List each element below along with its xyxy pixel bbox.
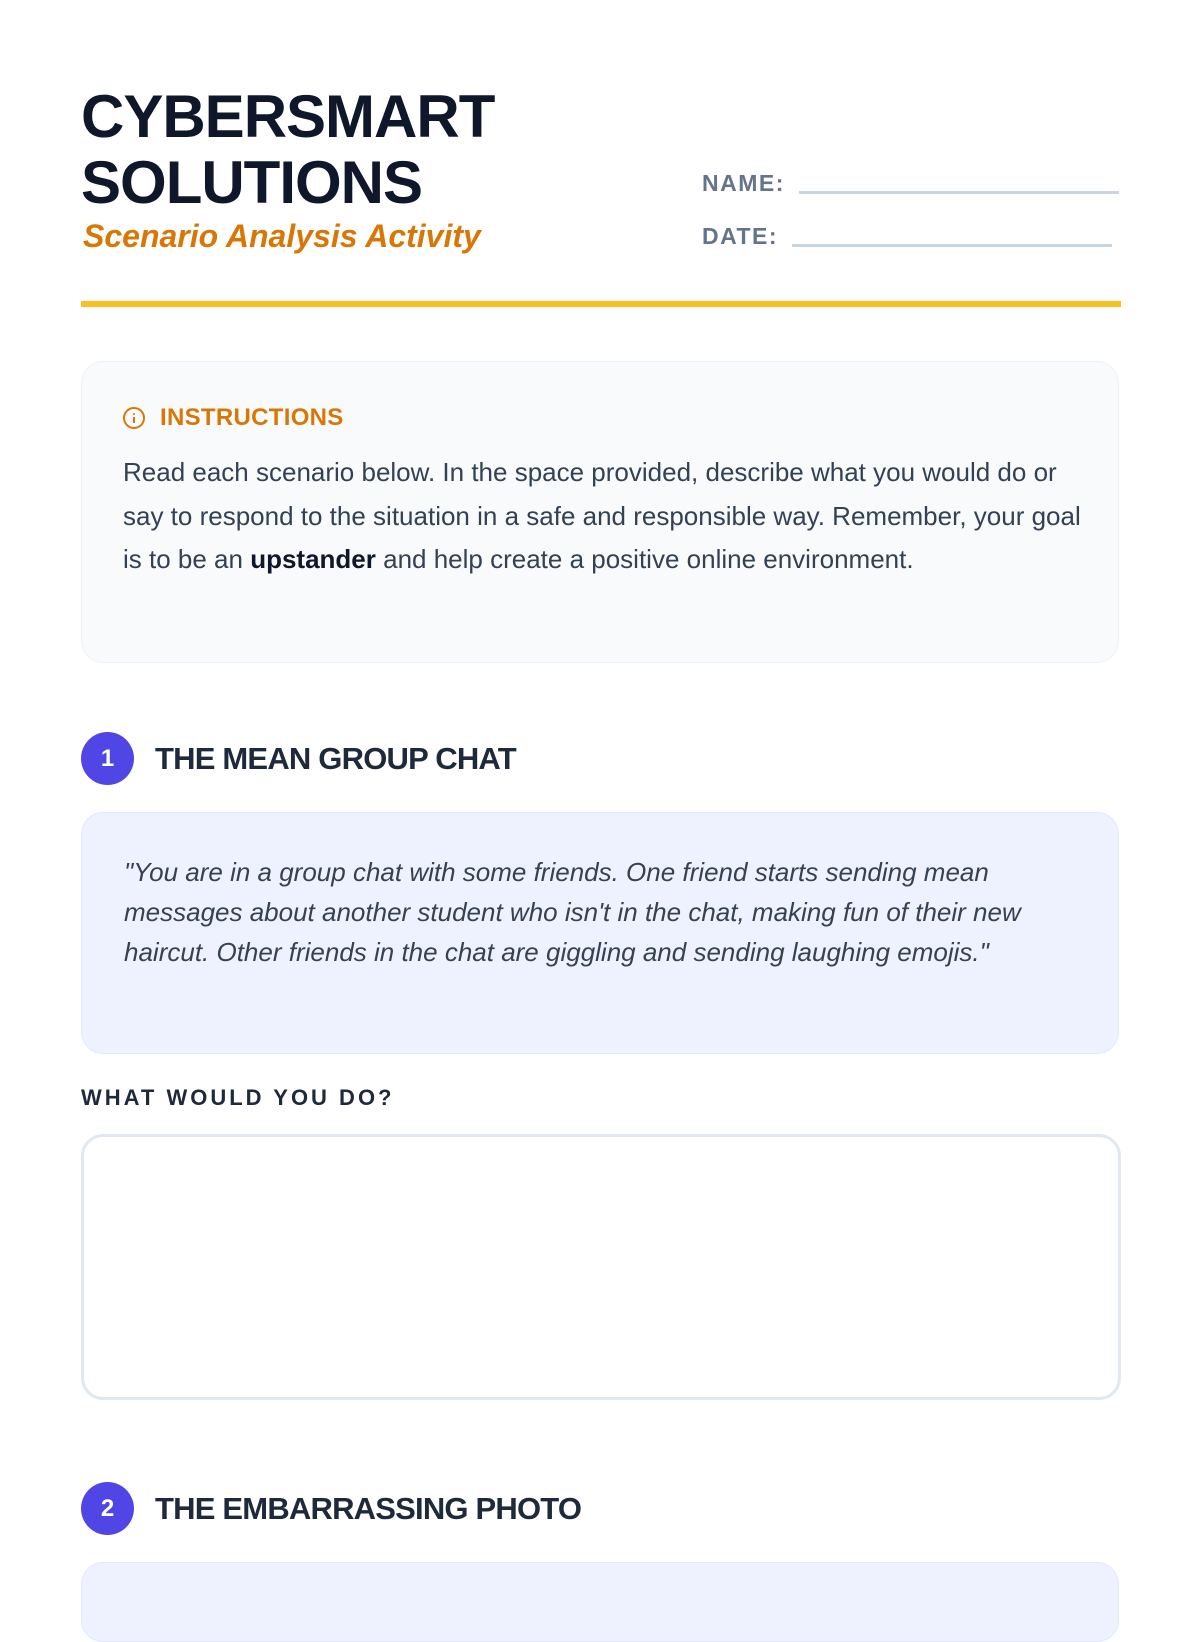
scenario-number-badge: 2 xyxy=(81,1482,134,1535)
answer-box[interactable] xyxy=(81,1134,1121,1400)
instructions-text xyxy=(123,451,1083,582)
name-label: NAME: xyxy=(702,170,785,196)
instructions-emphasis: upstander xyxy=(250,544,376,574)
scenario-2-box xyxy=(81,1562,1119,1642)
scenario-1-box xyxy=(81,812,1119,1054)
worksheet-title: CYBERSMART SOLUTIONS xyxy=(81,83,495,216)
worksheet-subtitle: Scenario Analysis Activity xyxy=(83,218,481,254)
instructions-title: INSTRUCTIONS xyxy=(160,404,344,431)
date-line[interactable] xyxy=(792,244,1112,247)
worksheet-header xyxy=(81,84,1121,306)
scenario-title: THE MEAN GROUP CHAT xyxy=(155,740,516,776)
header-divider xyxy=(81,301,1121,307)
question-label: WHAT WOULD YOU DO? xyxy=(81,1085,395,1110)
scenario-1-heading xyxy=(81,732,516,785)
name-line[interactable] xyxy=(799,191,1119,194)
instructions-heading xyxy=(123,404,344,432)
instructions-box xyxy=(81,361,1119,663)
scenario-2-heading xyxy=(81,1482,581,1535)
scenario-title: THE EMBARRASSING PHOTO xyxy=(155,1490,582,1526)
scenario-text: "You are in a group chat with some friends. One friend starts sending mean messages about another student who isn't in the chat, making fun of their new haircut. Other friends in the chat are giggling and sending laughing emojis." xyxy=(124,857,1021,967)
instructions-text-start: Read each scenario below. In the space provided, describe what you would do or say to respond to the situation in a safe and responsible way. Remember, your goal is to be an xyxy=(123,457,1081,574)
info-icon xyxy=(123,407,145,429)
name-field xyxy=(702,170,1119,196)
date-field xyxy=(702,223,1112,249)
instructions-text-end: and help create a positive online environment. xyxy=(375,544,914,574)
date-label: DATE: xyxy=(702,223,779,249)
scenario-number-badge: 1 xyxy=(81,732,134,785)
